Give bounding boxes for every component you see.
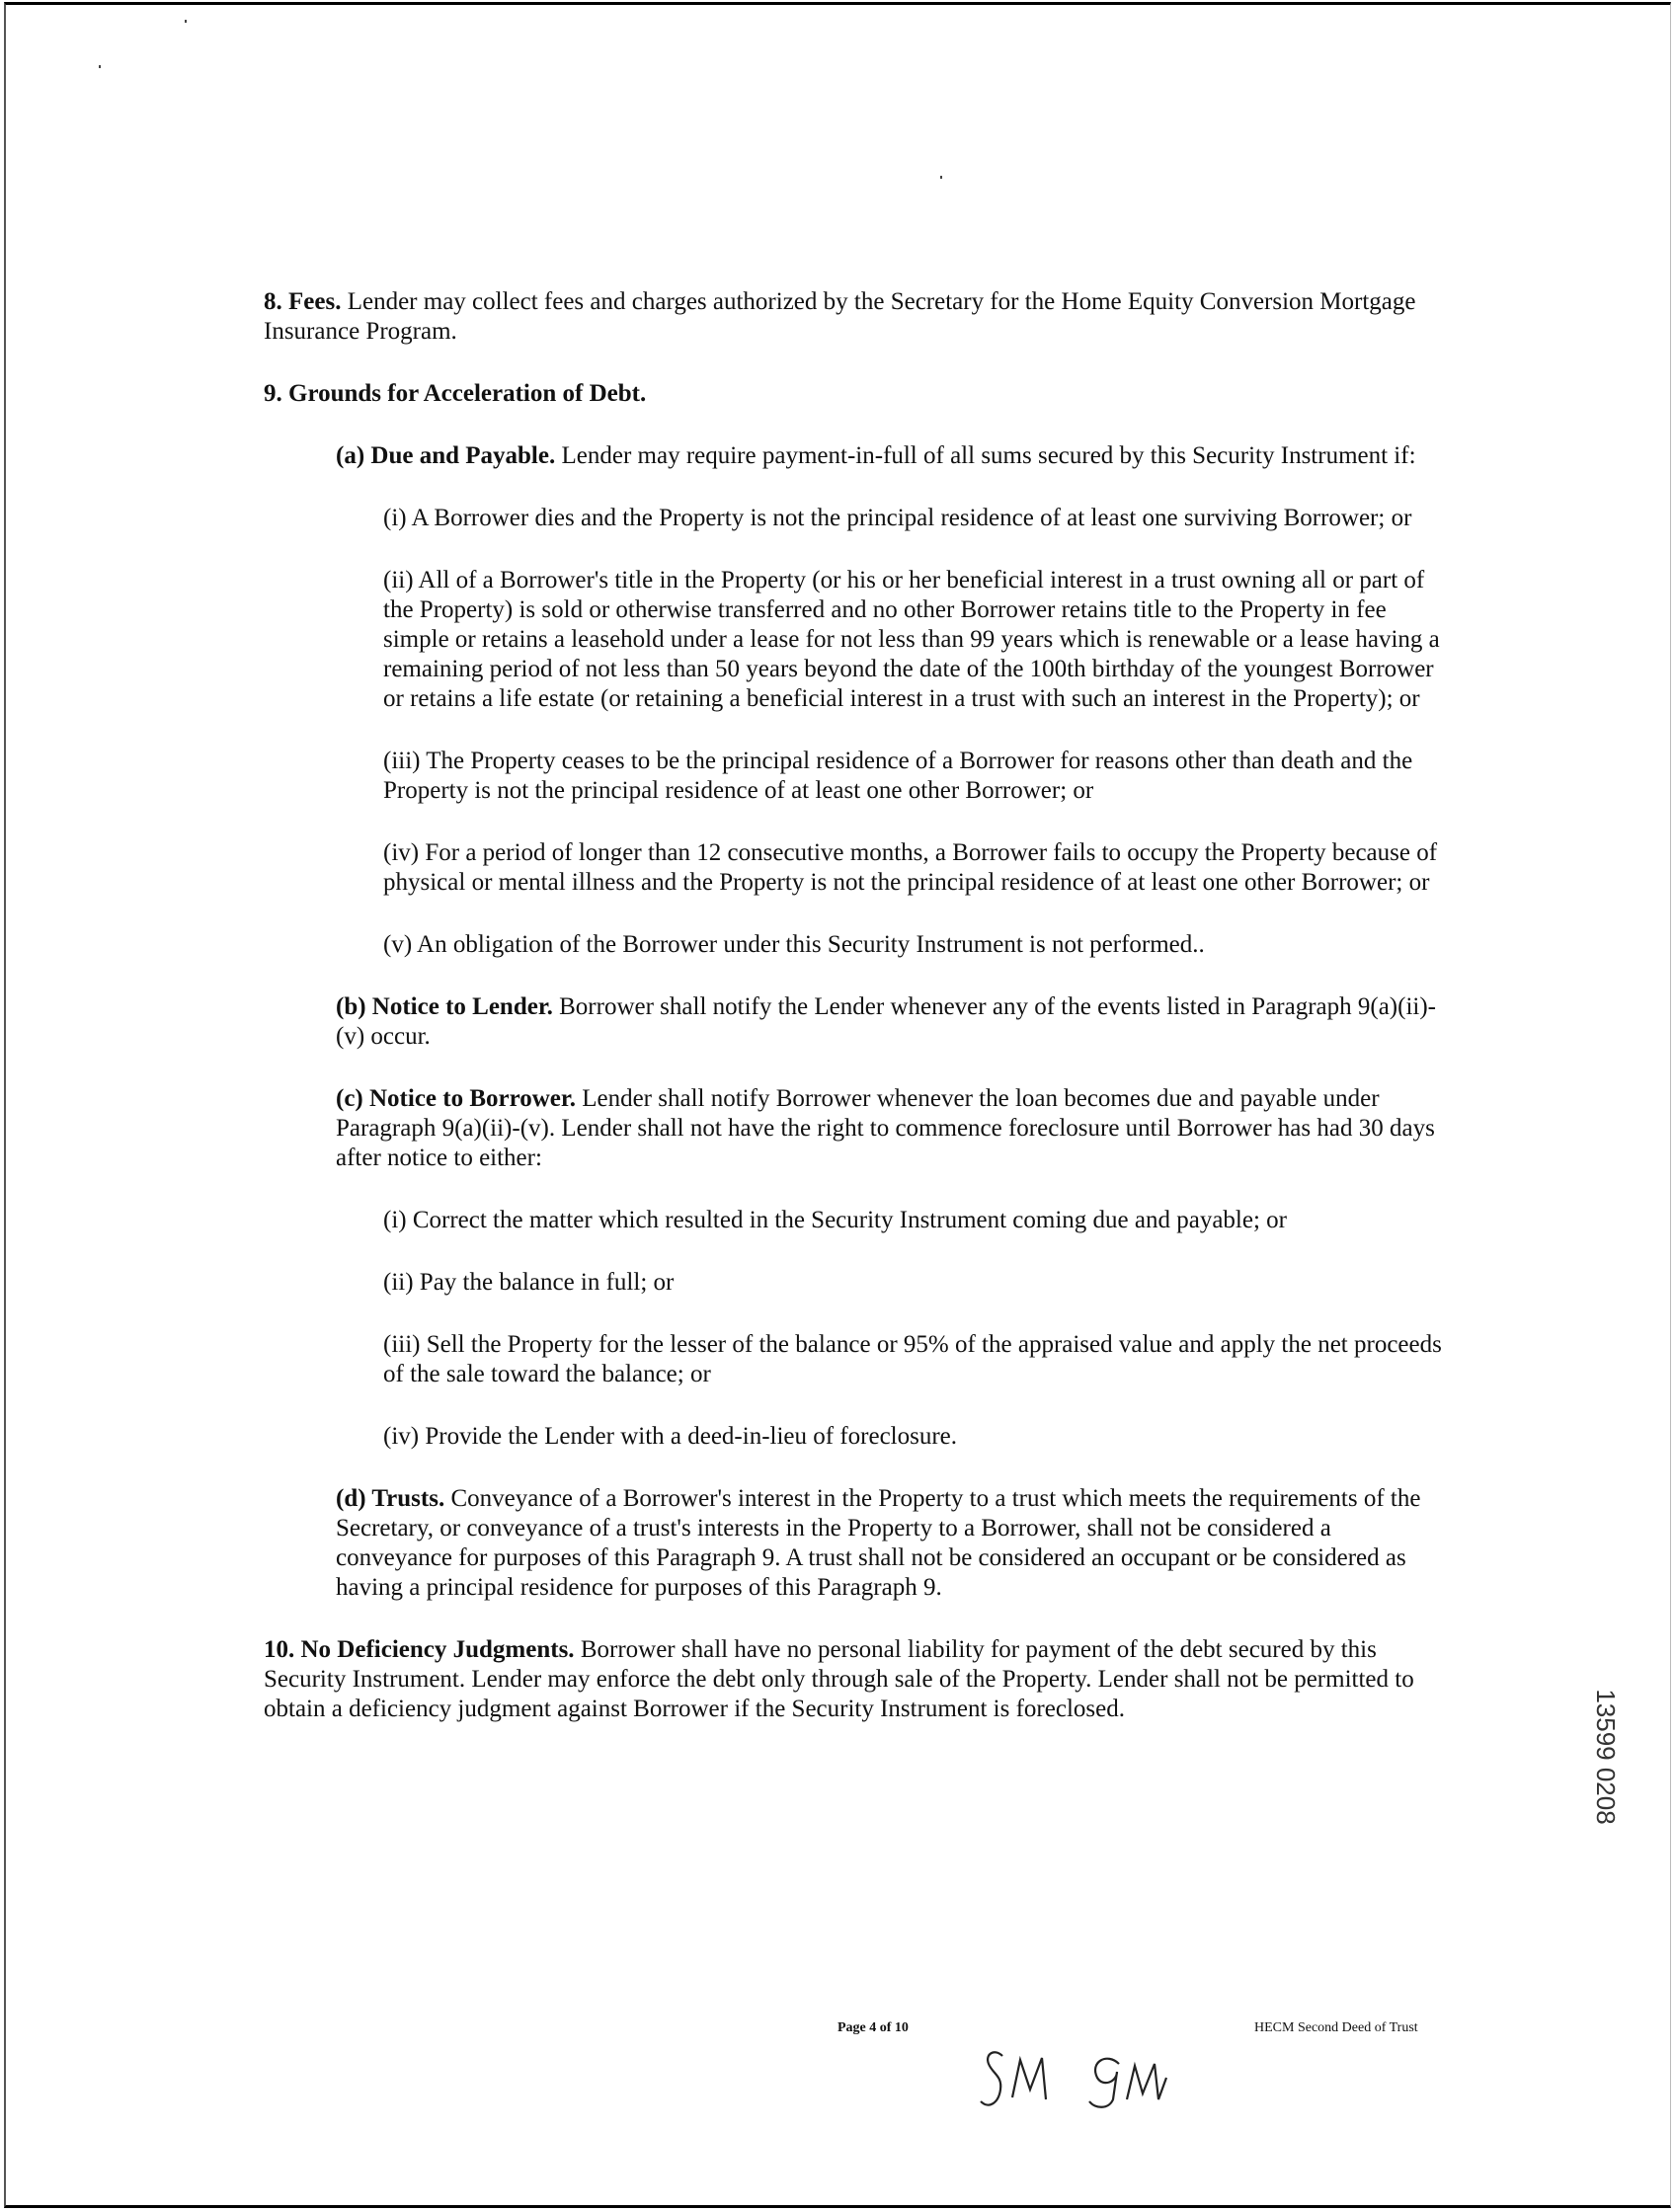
- section-10-heading: 10. No Deficiency Judgments.: [264, 1636, 575, 1663]
- section-9d-heading: (d) Trusts.: [336, 1485, 445, 1512]
- section-9c-heading: (c) Notice to Borrower.: [336, 1085, 576, 1112]
- section-9d-text: Conveyance of a Borrower's interest in the Property to a trust which meets the requirements of the Secretary, or conveyance of a trust's interests in the Property to a Borrower, shall not be considered a conveyance for purposes of this Paragraph 9. A trust shall not be considered an occupant or be considered as having a principal residence for purposes of this Paragraph 9.: [336, 1485, 1421, 1601]
- scan-speck: [185, 20, 187, 23]
- section-9a-text: Lender may require payment-in-full of all sums secured by this Security Instrument if:: [555, 442, 1416, 469]
- section-9c-item: (iii) Sell the Property for the lesser of the balance or 95% of the appraised value and apply the net proceeds of the sale toward the balance; or: [383, 1331, 1442, 1387]
- scan-speck: [940, 176, 942, 179]
- section-9a-heading: (a) Due and Payable.: [336, 442, 556, 469]
- section-9b-heading: (b) Notice to Lender.: [336, 993, 553, 1020]
- section-9a-item: (iii) The Property ceases to be the principal residence of a Borrower for reasons other than death and the Property is not the principal residence of at least one other Borrower; or: [383, 748, 1413, 804]
- section-9a-item: (iv) For a period of longer than 12 consecutive months, a Borrower fails to occupy the Property because of physical or mental illness and the Property is not the principal residence of at least one other Borrower; or: [383, 839, 1438, 896]
- document-body: [264, 287, 1449, 1724]
- page-number: Page 4 of 10: [838, 2020, 909, 2035]
- section-9a: [336, 441, 1449, 471]
- section-9a-item: (v) An obligation of the Borrower under this Security Instrument is not performed..: [383, 931, 1205, 958]
- section-9c-item: (iv) Provide the Lender with a deed-in-lieu of foreclosure.: [383, 1423, 958, 1450]
- document-title-footer: HECM Second Deed of Trust: [1254, 2020, 1418, 2035]
- section-8: [264, 287, 1449, 347]
- section-8-heading: 8. Fees.: [264, 288, 342, 315]
- section-9d: [336, 1484, 1449, 1603]
- section-10-text: Borrower shall have no personal liability for payment of the debt secured by this Security Instrument. Lender may enforce the debt only through sale of the Property. Lender shall not be permitted to obtain a deficiency judgment against Borrower if the Security Instrument is foreclosed.: [264, 1636, 1414, 1722]
- scan-speck: [99, 65, 101, 68]
- section-9b: [336, 992, 1449, 1052]
- section-9b-text: Borrower shall notify the Lender whenever any of the events listed in Paragraph 9(a)(ii)-(v) occur.: [336, 993, 1437, 1050]
- section-9c-item: (ii) Pay the balance in full; or: [383, 1269, 675, 1296]
- margin-reference-text: 13599 0208: [1591, 1689, 1621, 1825]
- section-9c-item: (i) Correct the matter which resulted in the Security Instrument coming due and payable; or: [383, 1207, 1287, 1233]
- handwritten-initials: [973, 2038, 1200, 2117]
- section-9c: [336, 1084, 1449, 1173]
- section-8-text: Lender may collect fees and charges authorized by the Secretary for the Home Equity Conversion Mortgage Insurance Program.: [264, 288, 1416, 345]
- section-9c-text: Lender shall notify Borrower whenever the loan becomes due and payable under Paragraph 9(a)(ii)-(v). Lender shall not have the right to commence foreclosure until Borrower has had 30 days after notice to either:: [336, 1085, 1435, 1171]
- section-9a-item: (i) A Borrower dies and the Property is not the principal residence of at least one surviving Borrower; or: [383, 505, 1412, 531]
- section-10: [264, 1635, 1449, 1724]
- section-9-heading: 9. Grounds for Acceleration of Debt.: [264, 380, 647, 407]
- section-9a-item: (ii) All of a Borrower's title in the Property (or his or her beneficial interest in a trust owning all or part of the Property) is sold or otherwise transferred and no other Borrower retains title to the Property in fee simple or retains a leasehold under a lease for not less than 99 years which is renewable or a lease having a remaining period of not less than 50 years beyond the date of the 100th birthday of the youngest Borrower or retains a life estate (or retaining a beneficial interest in a trust with such an interest in the Property); or: [383, 567, 1440, 712]
